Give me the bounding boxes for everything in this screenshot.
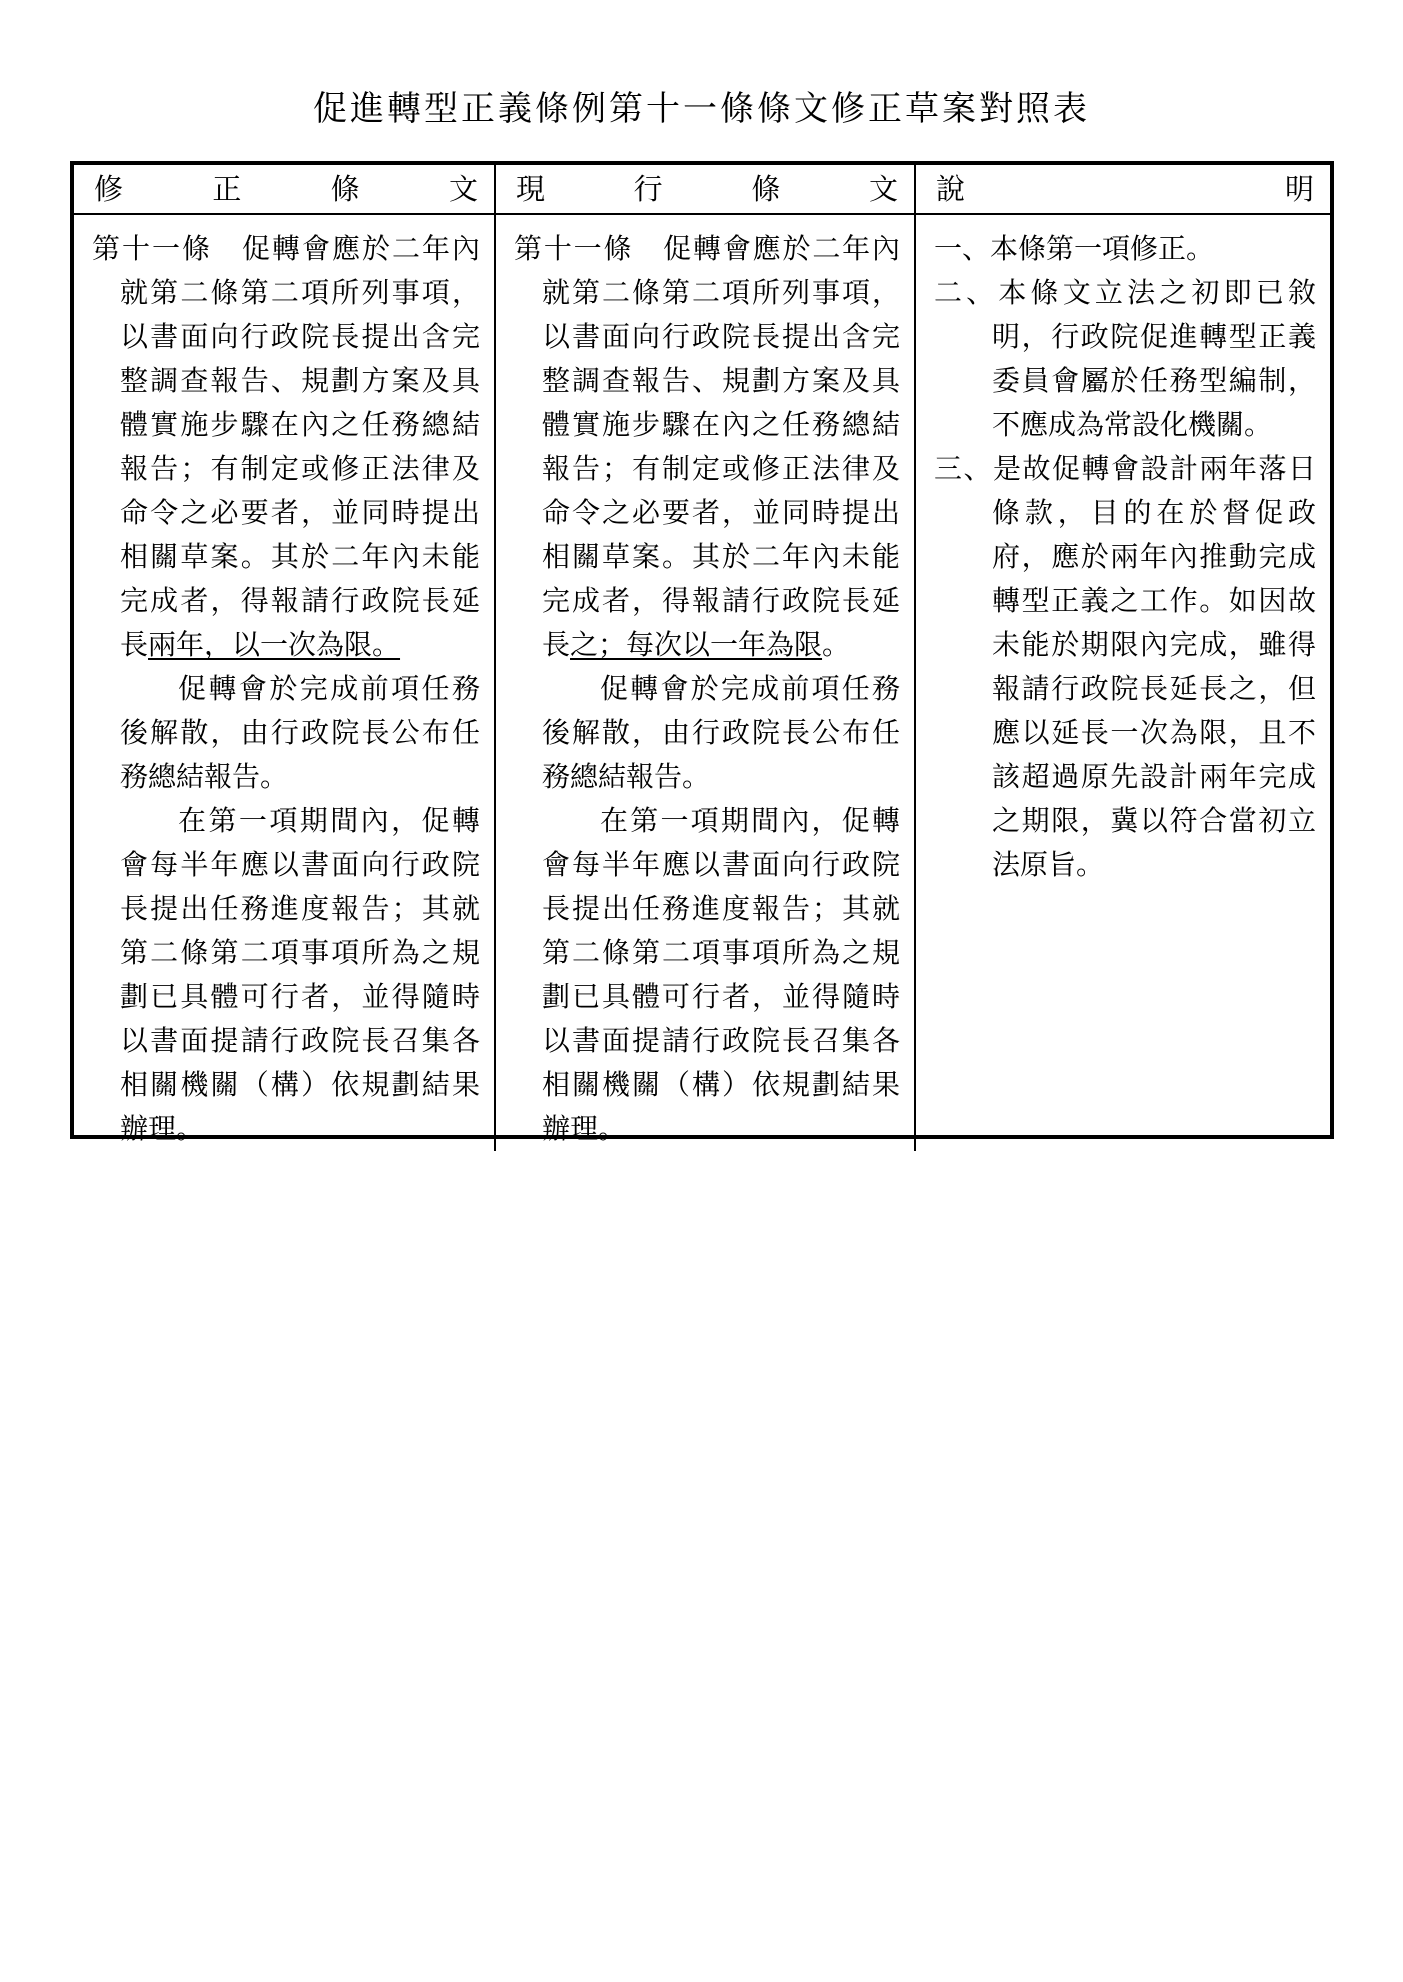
header-char: 修 (94, 172, 124, 206)
header-char: 條 (330, 172, 360, 206)
amended-paragraph-2: 促轉會於完成前項任務後解散，由行政院長公布任務總結報告。 (120, 672, 480, 793)
header-explanation (914, 165, 1330, 215)
header-char: 現 (516, 172, 546, 206)
explanation-item-3: 三、是故促轉會設計兩年落日條款，目的在於督促政府，應於兩年內推動完成轉型正義之工作。如因故未能於期限內完成，雖得報請行政院長延長之，但應以延長一次為限，且不該超過原先設計兩年完成之期限，冀以符合當初立法原旨。 (934, 452, 1316, 881)
current-paragraph-2: 促轉會於完成前項任務後解散，由行政院長公布任務總結報告。 (542, 672, 900, 793)
amended-p1-lead: 第十一條 促轉會應於二年內就第二條第二項所列事項，以書面向行政院長提出含完整調查報告、規劃方案及具體實施步驟在內之任務總結報告；有制定或修正法律及命令之必要者，並同時提出相關草案。其於二年內未能完成者，得報請行政院長延長 (92, 232, 480, 661)
document-title: 促進轉型正義條例第十一條條文修正草案對照表 (313, 89, 1090, 129)
current-paragraph-3: 在第一項期間內，促轉會每半年應以書面向行政院長提出任務進度報告；其就第二條第二項事項所為之規劃已具體可行者，並得隨時以書面提請行政院長召集各相關機關（構）依規劃結果辦理。 (542, 804, 900, 1145)
explanation-item-2: 二、本條文立法之初即已敘明，行政院促進轉型正義委員會屬於任務型編制，不應成為常設化機關。 (934, 276, 1316, 441)
header-char: 說 (936, 172, 966, 206)
header-char: 文 (868, 172, 898, 206)
explanation-column (914, 215, 1330, 1151)
amended-text-column (74, 215, 494, 1151)
header-current (494, 165, 914, 215)
header-char: 文 (448, 172, 478, 206)
amended-p1-changed: 兩年，以一次為限。 (148, 628, 401, 661)
current-p1-tail: 。 (822, 628, 851, 661)
current-p1-changed: 之；每次以一年為限 (570, 628, 823, 661)
explanation-item-1: 一、本條第一項修正。 (934, 232, 1215, 265)
header-char: 正 (212, 172, 242, 206)
header-amended (74, 165, 494, 215)
header-char: 明 (1284, 172, 1314, 206)
header-char: 條 (751, 172, 781, 206)
current-p1-lead: 第十一條 促轉會應於二年內就第二條第二項所列事項，以書面向行政院長提出含完整調查報告、規劃方案及具體實施步驟在內之任務總結報告；有制定或修正法律及命令之必要者，並同時提出相關草案。其於二年內未能完成者，得報請行政院長延長 (514, 232, 900, 661)
current-paragraph-1 (514, 227, 900, 667)
comparison-table (70, 161, 1334, 1145)
amended-paragraph-1 (92, 227, 480, 667)
amended-paragraph-3: 在第一項期間內，促轉會每半年應以書面向行政院長提出任務進度報告；其就第二條第二項事項所為之規劃已具體可行者，並得隨時以書面提請行政院長召集各相關機關（構）依規劃結果辦理。 (120, 804, 480, 1145)
current-text-column (494, 215, 914, 1151)
header-char: 行 (633, 172, 663, 206)
